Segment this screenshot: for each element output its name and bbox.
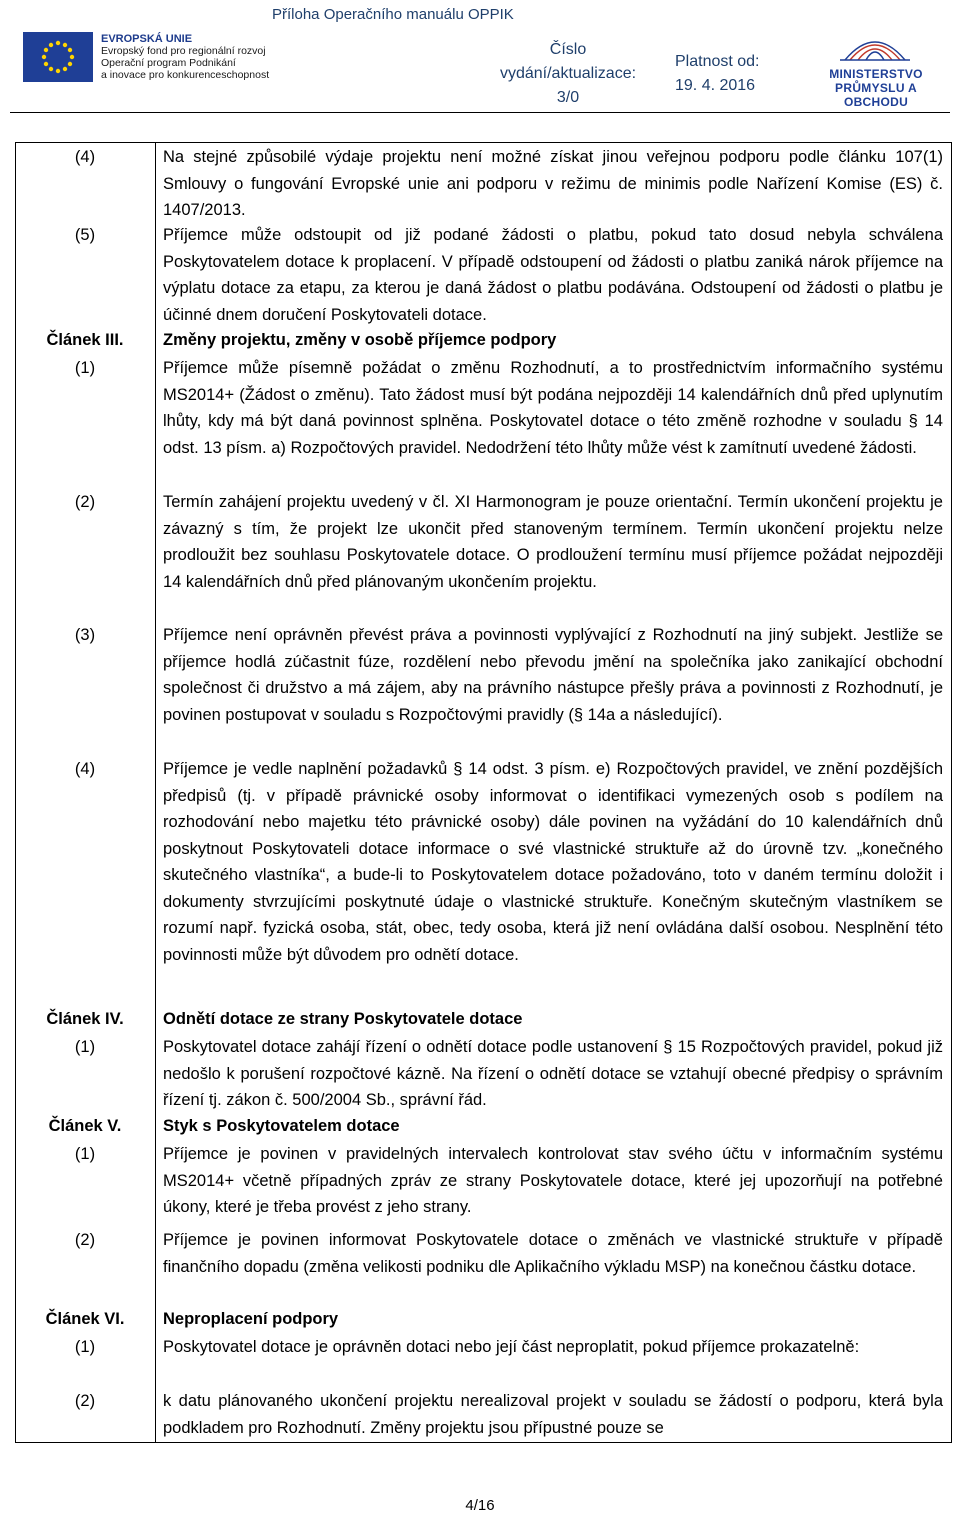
row-label: (2) (74, 493, 96, 511)
row-text: Na stejné způsobilé výdaje projektu není možné získat jinou veřejnou podporu podle článku 107(1) Smlouvy o fungování Evropské unie ani podporu v režimu de minimis podle Nařízení Komise (ES) č. 1407/2013. (163, 148, 943, 219)
row-label: (2) (74, 1392, 96, 1410)
article-title: Změny projektu, změny v osobě příjemce podpory (163, 331, 557, 349)
article-label: Článek V. (48, 1117, 122, 1135)
mpo-logo-line: PRŮMYSLU A OBCHODU (835, 81, 917, 109)
eu-flag-icon (23, 32, 93, 82)
eu-logo (23, 32, 270, 84)
row-text: Příjemce může písemně požádat o změnu Rozhodnutí, a to prostřednictvím informačního systému MS2014+ (Žádost o změnu). Tato žádost musí být podána nejpozději 14 kalendářních dnů před uplynutím lhůty, kdy má být daná povinnost splněna. Poskytovatel dotace o této změně rozhodne v souladu § 14 odst. 13 písm. a) Rozpočtových pravidel. Nedodržení této lhůty může vést k zamítnutí uvedené žádosti. (163, 359, 943, 457)
validity-date (675, 50, 760, 98)
article-title: Neproplacení podpory (163, 1310, 339, 1328)
issue-number (478, 38, 658, 110)
validity-label: Platnost od: (675, 53, 760, 70)
row-label: (4) (74, 760, 96, 778)
column-divider (155, 142, 156, 1443)
eu-logo-line: Operační program Podnikání (101, 57, 236, 69)
row-text: Příjemce není oprávněn převést práva a povinnosti vyplývající z Rozhodnutí na jiný subjekt. Jestliže se příjemce hodlá zúčastnit fúze, rozdělení nebo převodu jmění na společníka jako zanikající obchodní společnost či družstvo a má zájem, aby na právního nástupce přešly práva a povinnosti z Rozhodnutí, je povinen postupovat v souladu s Rozpočtovými pravidly (§ 14a a následující). (163, 626, 943, 724)
document-title: Příloha Operačního manuálu OPPIK (272, 6, 514, 23)
article-title: Styk s Poskytovatelem dotace (163, 1117, 400, 1135)
row-text: Příjemce je povinen informovat Poskytovatele dotace o změnách ve vlastnické struktuře v případě finančního dopadu (změna velikosti podniku dle Aplikačního výkladu MSP) na konečnou částku dotace. (163, 1231, 943, 1276)
eu-logo-line: Evropský fond pro regionální rozvoj (101, 45, 266, 57)
eu-logo-text (101, 33, 281, 81)
mpo-logo-line: MINISTERSTVO (829, 67, 923, 81)
mpo-globe-icon (800, 30, 950, 66)
page-header (0, 0, 960, 116)
row-label: (1) (74, 359, 96, 377)
eu-logo-line: EVROPSKÁ UNIE (101, 33, 193, 45)
row-text: k datu plánovaného ukončení projektu nerealizoval projekt v souladu se žádostí o podporu, která byla podkladem pro Rozhodnutí. Změny projektu jsou přípustné pouze se (163, 1392, 943, 1437)
row-label: (1) (74, 1338, 96, 1356)
article-label: Článek IV. (46, 1010, 124, 1028)
row-label: (1) (74, 1038, 96, 1056)
row-label: (4) (74, 148, 96, 166)
article-label: Článek III. (46, 331, 124, 349)
eu-logo-line: a inovace pro konkurenceschopnost (101, 69, 270, 81)
row-text: Příjemce je vedle naplnění požadavků § 14 odst. 3 písm. e) Rozpočtových pravidel, ve znění pozdějších předpisů (tj. v případě právnické osoby informovat o identifikaci vymezených osob s podílem na rozhodování nebo majetku této právnické osoby) dále povinen na vyžádání do 10 kalendářních dnů poskytnout Poskytovateli dotace informace o své vlastnické struktuře až do úrovně tzv. „konečného skutečného vlastníka“, a bude-li to Poskytovatelem dotace požadováno, toto v daném termínu doložit i dokumenty stvrzujícími poskytnuté údaje o vlastnické struktuře. Konečným skutečným vlastníkem se rozumí např. fyzická osoba, stát, obec, tedy osoba, která již není ovládána další osobou. Nesplnění této povinnosti může být důvodem pro odnětí dotace. (163, 760, 943, 964)
page-number: 4/16 (465, 1497, 495, 1514)
article-title: Odnětí dotace ze strany Poskytovatele dotace (163, 1010, 523, 1028)
issue-label: Číslo (549, 41, 587, 58)
issue-value: 3/0 (556, 89, 580, 106)
row-label: (2) (74, 1231, 96, 1249)
row-label: (1) (74, 1145, 96, 1163)
mpo-logo-text (806, 67, 946, 109)
row-label: (3) (74, 626, 96, 644)
row-text: Termín zahájení projektu uvedený v čl. XI Harmonogram je pouze orientační. Termín ukončení projektu je závazný s tím, že projekt lze ukončit před stanoveným termínem. Termín ukončení projektu nelze prodloužit bez souhlasu Poskytovatele dotace. O prodloužení termínu musí příjemce požádat nejpozději 14 kalendářních dnů před plánovaným ukončením projektu. (163, 493, 943, 591)
row-text: Příjemce je povinen v pravidelných intervalech kontrolovat stav svého účtu v informačním systému MS2014+ včetně případných zpráv ze strany Poskytovatele dotace, které jej upozorňují na potřebné úkony, které je třeba provést z jeho strany. (163, 1145, 943, 1216)
header-divider (10, 112, 950, 113)
issue-label: vydání/aktualizace: (499, 65, 637, 82)
row-text: Příjemce může odstoupit od již podané žádosti o platbu, pokud tato dosud nebyla schválena Poskytovatelem dotace k proplacení. V případě odstoupení od žádosti o platbu zaniká nárok příjemce na výplatu dotace za etapu, za kterou je daná žádost o platbu podávána. Odstoupení od žádosti o platbu je účinné dnem doručení Poskytovateli dotace. (163, 226, 943, 324)
row-text: Poskytovatel dotace zahájí řízení o odnětí dotace podle ustanovení § 15 Rozpočtových pravidel, pokud již nedošlo k porušení rozpočtové kázně. Na řízení o odnětí dotace se vztahují obecné předpisy o správním řízení tj. zákon č. 500/2004 Sb., správní řád. (163, 1038, 943, 1109)
validity-value: 19. 4. 2016 (675, 77, 756, 94)
mpo-logo (800, 30, 950, 109)
row-text: Poskytovatel dotace je oprávněn dotaci nebo její část neproplatit, pokud příjemce prokazatelně: (163, 1338, 860, 1356)
article-label: Článek VI. (45, 1310, 125, 1328)
row-label: (5) (74, 226, 96, 244)
